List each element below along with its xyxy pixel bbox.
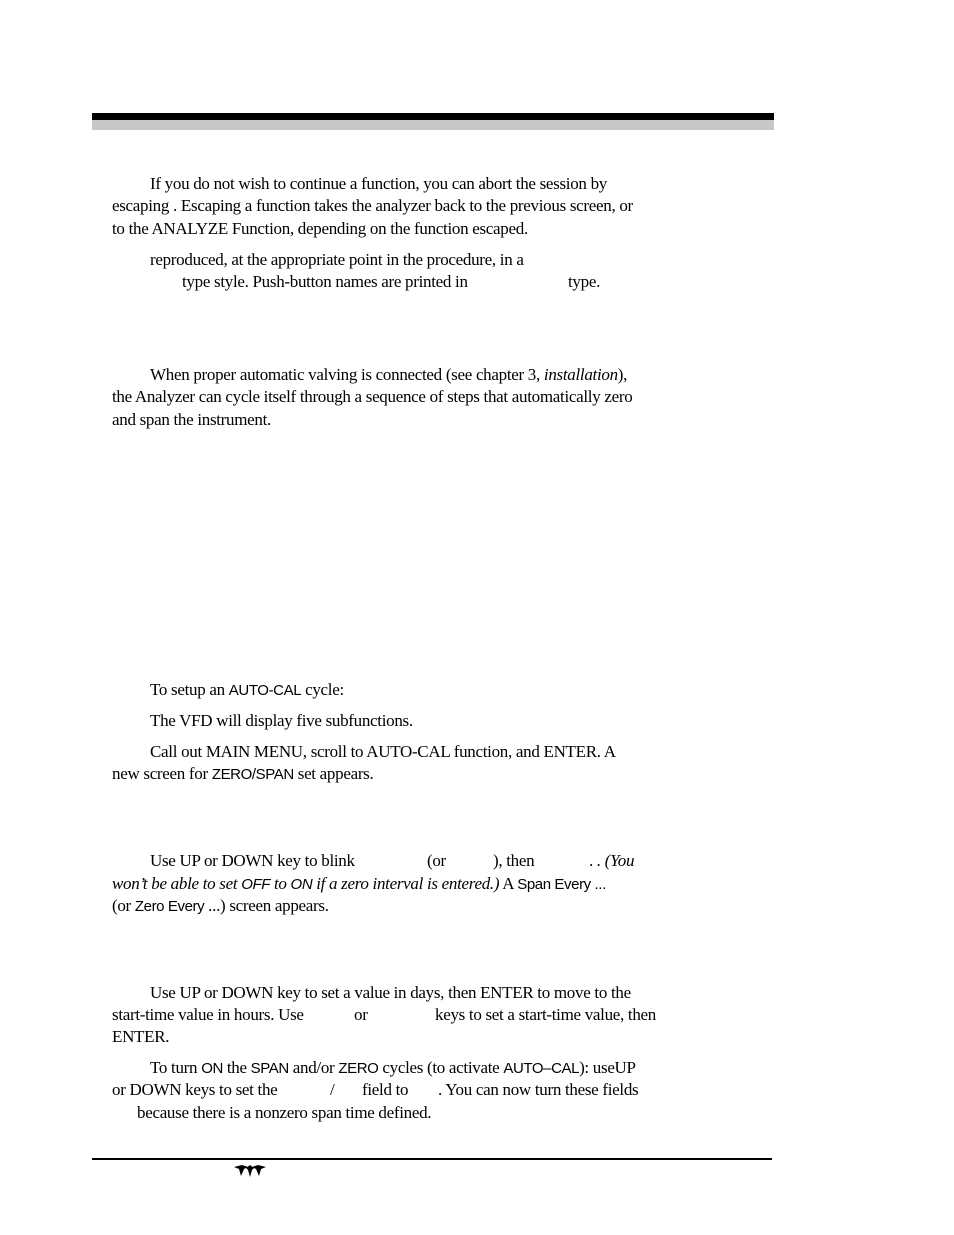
p8-line1: Use UP or DOWN key to set a value in days, then ENTER to move to the (150, 983, 631, 1002)
p9-line1: To turn ON the SPAN and/or ZERO cycles (to activate AUTO–CAL): useUP (150, 1058, 636, 1077)
p7-line2: won’t be able to set OFF to ON if a zero interval is entered.) A Span Every ... (112, 874, 606, 893)
p8-line2a: start-time value in hours. Use (112, 1005, 304, 1024)
p1-line1: If you do not wish to continue a function, you can abort the session by (150, 174, 607, 193)
p9-line2d: . You can now turn these fields (438, 1080, 639, 1099)
p2-line2b: type. (568, 272, 601, 291)
p7-line1c: ), then (493, 851, 535, 870)
p9-line3: because there is a nonzero span time defined. (137, 1103, 432, 1122)
p7-line1d: . . (You (589, 851, 635, 870)
p8-line2c: keys to set a start-time value, then (435, 1005, 656, 1024)
p9-line2c: field to (362, 1080, 409, 1099)
header-rule (92, 113, 774, 120)
p7-line3: (or Zero Every ...) screen appears. (112, 896, 329, 915)
p8-line2b: or (354, 1005, 368, 1024)
p7-line1b: (or (427, 851, 446, 870)
teledyne-logo-icon (232, 1163, 268, 1179)
p3-line3: and span the instrument. (112, 410, 271, 429)
p3-line2: the Analyzer can cycle itself through a sequence of steps that automatically zero (112, 387, 633, 406)
p9-line2a: or DOWN keys to set the (112, 1080, 278, 1099)
p2-line2a: type style. Push-button names are printed in (182, 272, 468, 291)
header-band (92, 120, 774, 130)
p6-line1: Call out MAIN MENU, scroll to AUTO-CAL function, and ENTER. A (150, 742, 616, 761)
p7-line1a: Use UP or DOWN key to blink (150, 851, 355, 870)
p9-line2b: / (330, 1080, 335, 1099)
p1-line3: to the ANALYZE Function, depending on the function escaped. (112, 219, 528, 238)
p4-line: To setup an AUTO-CAL cycle: (150, 680, 344, 699)
p3-line1: When proper automatic valving is connected (see chapter 3, installation), (150, 365, 628, 384)
footer-rule (92, 1158, 772, 1160)
p1-line2: escaping . Escaping a function takes the analyzer back to the previous screen, or (112, 196, 633, 215)
p2-line1: reproduced, at the appropriate point in the procedure, in a (150, 250, 524, 269)
p6-line2: new screen for ZERO/SPAN set appears. (112, 764, 374, 783)
p5-line: The VFD will display five subfunctions. (150, 711, 413, 730)
p8-line3: ENTER. (112, 1027, 170, 1046)
